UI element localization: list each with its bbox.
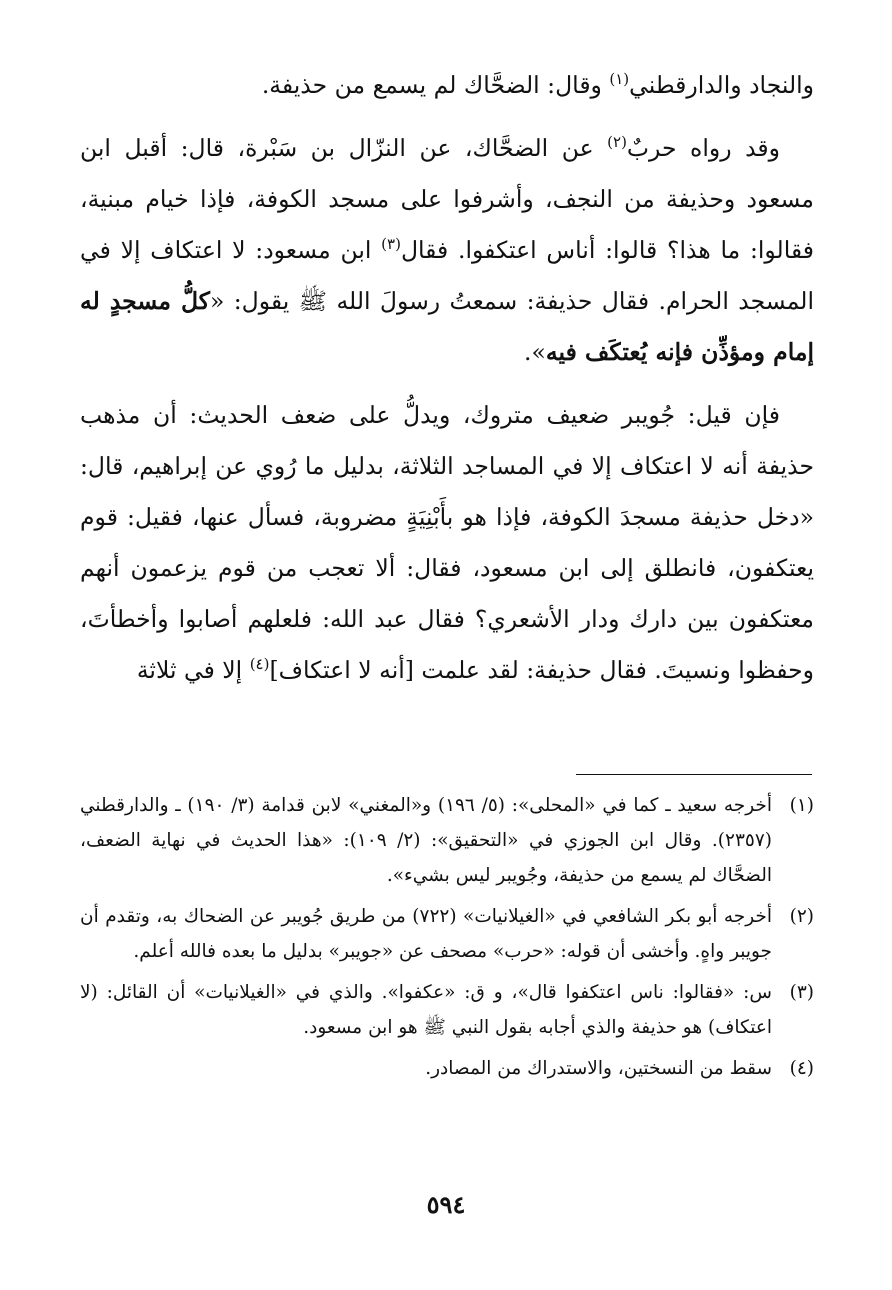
text-segment: فإن قيل: جُويبر ضعيف متروك، ويدلُّ على ضعف الحديث: أن مذهب حذيفة أنه لا اعتكاف إلا في المساجد الثلاثة، بدليل ما رُوي عن إبراهيم، قال: «دخل حذيفة مسجدَ الكوفة، فإذا هو بأَبْنِيَةٍ مضروبة، فسأل عنها، فقيل: قوم يعتكفون، فانطلق إلى ابن مسعود، فقال: ألا تعجب من قوم يزعمون أنهم معتكفون بين دارك ودار الأشعري؟ فقال عبد الله: فلعلهم أصابوا وأخطأتَ، وحفظوا ونسيتَ. فقال حذيفة: لقد علمت [أنه لا اعتكاف] xyxy=(80,401,814,684)
footnote-text: سقط من النسختين، والاستدراك من المصادر. xyxy=(425,1058,772,1079)
footnote-4 xyxy=(80,1051,814,1086)
footnote-1 xyxy=(80,788,814,893)
main-text xyxy=(80,60,814,696)
footnote-separator xyxy=(576,774,812,775)
footnote-ref-1[interactable]: (١) xyxy=(609,70,630,89)
text-segment: عن الضحَّاك، عن النزّال بن سَبْرة، قال: أقبل ابن مسعود وحذيفة من النجف، وأشرفوا على مسجد الكوفة، فإذا خيام مبنية، فقالوا: ما هذا؟ قالوا: أناس اعتكفوا. فقال xyxy=(80,134,814,264)
footnote-2 xyxy=(80,899,814,969)
paragraph-2 xyxy=(80,123,814,378)
text-segment: والنجاد والدارقطني xyxy=(629,71,814,99)
text-segment: إلا في ثلاثة xyxy=(136,656,250,684)
text-segment: وقد رواه حربٌ xyxy=(626,134,781,162)
footnote-number: (٤) xyxy=(789,1058,814,1079)
hadith-quote: كلُّ مسجدٍ له إمام ومؤذِّن فإنه يُعتكَف فيه xyxy=(80,287,814,366)
footnote-text: س: «فقالوا: ناس اعتكفوا قال»، و ق: «عكفوا». والذي في «الغيلانيات» أن القائل: (لا اعتكاف) هو حذيفة والذي أجابه بقول النبي ﷺ هو ابن مسعود. xyxy=(80,982,772,1038)
footnote-ref-3[interactable]: (٣) xyxy=(381,235,401,254)
paragraph-3 xyxy=(80,390,814,696)
page-number: ٥٩٤ xyxy=(426,1190,466,1219)
footnote-number: (٣) xyxy=(789,982,814,1003)
footnotes xyxy=(80,788,814,1092)
footnote-text: أخرجه سعيد ـ كما في «المحلى»: (٥/ ١٩٦) و«المغني» لابن قدامة (٣/ ١٩٠) ـ والدارقطني (٢٣٥٧). وقال ابن الجوزي في «التحقيق»: (٢/ ١٠٩): «هذا الحديث في نهاية الضعف، الضحَّاك لم يسمع من حذيفة، وجُويبر ليس بشيء». xyxy=(80,795,772,886)
footnote-text: أخرجه أبو بكر الشافعي في «الغيلانيات» (٧٢٢) من طريق جُويبر عن الضحاك به، وتقدم أن جويبر واهٍ. وأخشى أن قوله: «حرب» مصحف عن «جويبر» بدليل ما بعده فالله أعلم. xyxy=(80,906,773,962)
text-segment: وقال: الضحَّاك لم يسمع من حذيفة. xyxy=(261,71,610,99)
footnote-number: (٢) xyxy=(789,906,814,927)
text-segment: ابن مسعود: لا اعتكاف إلا في المسجد الحرام. فقال حذيفة: سمعتُ رسولَ الله ﷺ يقول: « xyxy=(80,236,814,315)
footnote-number: (١) xyxy=(789,795,814,816)
text-segment: ». xyxy=(524,338,546,366)
main-text-block xyxy=(80,60,814,696)
footnote-ref-2[interactable]: (٢) xyxy=(607,133,627,152)
footnote-ref-4[interactable]: (٤) xyxy=(249,655,270,674)
footnote-3 xyxy=(80,975,814,1045)
paragraph-1 xyxy=(80,60,814,111)
